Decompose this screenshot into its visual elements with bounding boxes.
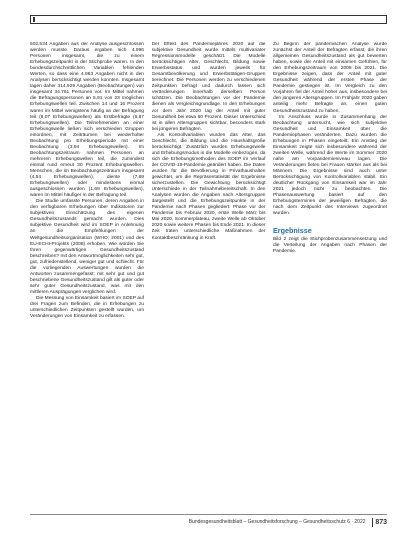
header-rule-tick — [33, 17, 35, 22]
paragraph: Im Anschluss wurde in Zusammenhang der Beobachtung untersucht, wie sich subjektive Gesundheit und Einsamkeit über die Pandemiephasen veränderten. Dazu wurden die Erhebungen in Phasen eingeteilt. Ein Anstieg der Einsamkeit zeigte sich insbesondere während der zweiten Welle, während die Werte im Sommer 2020 nahe am Vorpandemieniveau lagen. Die Veränderungen fielen bei Frauen stärker aus als bei Männern. Die Ergebnisse sind auch unter Berücksichtigung von Kontrollvariablen stabil. Ein deutlicher Rückgang von Einsamkeit war im Jahr 2021 jedoch nicht zu beobachten. Die Phasenauswertung basiert auf den Erhebungsterminen der jeweiligen Befragten, die nach dem Zeitpunkt des Interviews zugeordnet wurden. — [273, 114, 387, 217]
text-column-1 — [30, 42, 144, 508]
header-rule-box — [30, 15, 387, 24]
footer-separator — [372, 518, 373, 527]
article-columns — [30, 42, 387, 508]
text-column-2 — [152, 42, 266, 508]
paragraph: Als Kontrollvariablen wurden das Alter, das Geschlecht, die Bildung und die Haushaltsgröße berücksichtigt. Zusätzlich wurden Erhebungswelle und Erhebungsmodus in die Modelle einbezogen, da sich die Erhebungsmethoden des SOEP im Verlauf der COVID-19-Pandemie geändert haben. Die Daten wurden für die Bevölkerung in Privathaushalten gewichtet, um die Repräsentativität der Ergebnisse sicherzustellen. Die Gewichtung berücksichtigt Unterschiede in der Teilnahmebereitschaft. In den Analysen wurden die Angaben nach Altersgruppen dargestellt und die Erhebungszeitpunkte in der Pandemie nach Phasen gegliedert: Phase vor der Pandemie bis Februar 2020, erste Welle März bis Mai 2020, Sommerplateau, zweite Welle ab Oktober 2020 sowie weitere Phasen bis Ende 2021. In dieser Zeit traten unterschiedliche Maßnahmen der Kontaktbeschränkung in Kraft. — [151, 132, 266, 241]
paragraph: Die Messung von Einsamkeit basiert im SOEP auf drei Fragen zum Befinden, die in Erhebungen zu unterschiedlichen Zeitpunkten gestellt wurden, um Veränderungen von Einsamkeit zu erfassen. — [30, 295, 144, 320]
paragraph: Die Studie umfasste Personen, deren Angaben in den verfügbaren Erhebungen über Indikatoren zur subjektiven Einschätzung des eigenen Gesundheitszustands gemacht wurden. Dies subjektive Gesundheit wird im SOEP in Anlehnung an die Empfehlungen der Weltgesundheitsorganisation (WHO; 2001) und des EU-ECHI-Projekts (2008) erhoben. Wie würden Sie Ihren gegenwärtigen Gesundheitszustand beschreiben? mit den Antwortmöglichkeiten sehr gut, gut, zufriedenstellend, weniger gut und schlecht. Für die vorliegenden Auswertungen wurden die Antworten zusammengefasst: mit sehr gut und gut beschriebene Gesundheitszustand gilt als guter oder sehr guter Gesundheitszustand, was mit den mittleren Ausprägungen verglichen wird. — [30, 199, 144, 295]
paragraph: Zu Beginn der pandemischen Analyse wurde zunächst der Anteil der Befragten erfasst, die ihren allgemeinen Gesundheitszustand als gut bewerten haben, sowie der Anteil mit einsamen Gefühlen, für den Erhebungszeitraum von 2008 bis 2021. Die Ergebnisse zeigen, dass der Anteil mit guter Gesundheit während der ersten Phase der Pandemie gestiegen ist. Im Vergleich zu den Vorjahren fiel der Anteil höher aus, insbesondere bei den jüngeren Altersgruppen. Im Frühjahr 2020 gaben anteilig mehr Befragte an, einen guten Gesundheitszustand zu haben. — [273, 42, 387, 114]
journal-citation: Bundesgesundheitsblatt – Gesundheitsforschung – Gesundheitsschutz 6 · 2022 — [188, 519, 366, 525]
paragraph: Bild 2 zeigt die Stichprobenzusammensetzung und die Verteilung der Angaben nach Phasen der Pandemie. — [273, 237, 387, 255]
page-number: 873 — [375, 518, 387, 526]
section-heading: Ergebnisse — [273, 226, 312, 236]
page-footer — [30, 514, 387, 529]
paragraph: Der Effekt des Pandemiejahres 2020 auf die subjektive Gesundheit wurde mittels multivariater Regressionsmodelle geschätzt. Die Modelle berücksichtigen Alter, Geschlecht, Bildung sowie Erwerbsstatus und wurden jeweils für Gesamtbevölkerung und Erwerbstätigen-Gruppen berechnet. Die Personen werden zu verschiedenen Zeitpunkten befragt und dadurch lassen sich Veränderungen innerhalb derselben Person schätzen. Die Beobachtungen vor der Pandemie dienen als Vergleichsgrundlage. In den Erhebungen vor dem Jahr 2020 lag der Anteil mit guter Gesundheit bei etwa 60 Prozent. Dieser Unterschied ist in allen Altersgruppen sichtbar, besonders stark bei jüngeren Befragten. — [151, 42, 266, 132]
paragraph: 502.534 Angaben aus der Analyse ausgeschlossen werden musste. Daraus ergaben sich 4.996 Personen insgesamt, die zu einem Erhebungszeitpunkt in der Stichprobe waren. In den bundesdurchschnittlichen Variablen fehlenden Werten, so dass eine 4.963 Angaben nicht in den Analysen berücksichtigt werden konnten. Insgesamt lagen daher 314.929 Angaben (Beobachtungen) von insgesamt 34.761 Personen vor. Im Mittel nahmen die Befragungspersonen an 5,91 von 23 möglichen Erhebungswellen teil. Zwischen 14 und 16 Prozent waren im Mittel wenigstens häufig an der Befragung teil (8,07 Erhebungswellen) als Erstbefragte (6,87 Erhebungswellen). Die Teilnehmenden an einer Erhebungswelle ließen sich verschieden Gruppen einordnen, mit Zeiträumen bei wiederholter Beobachtung pro Erhebungsperiode mit einer Beobachtung (3,94 Erhebungswellen). Im Beobachtungszeitraum nahmen Personen an mehreren Erhebungswellen teil, die zumindest einmal rund erneut 30 Prozent Erhebungswellen. Menschen, die im Beobachtungszeitraum insgesamt (4,54 Erhebungswellen), diente (7,69 Erhebungswellen) oder mindestens einmal ausgeschlossen wurden (1,69 Erhebungswellen), waren im Mittel häufiger in der Befragung teil. — [30, 42, 144, 199]
text-column-3 — [273, 42, 387, 508]
